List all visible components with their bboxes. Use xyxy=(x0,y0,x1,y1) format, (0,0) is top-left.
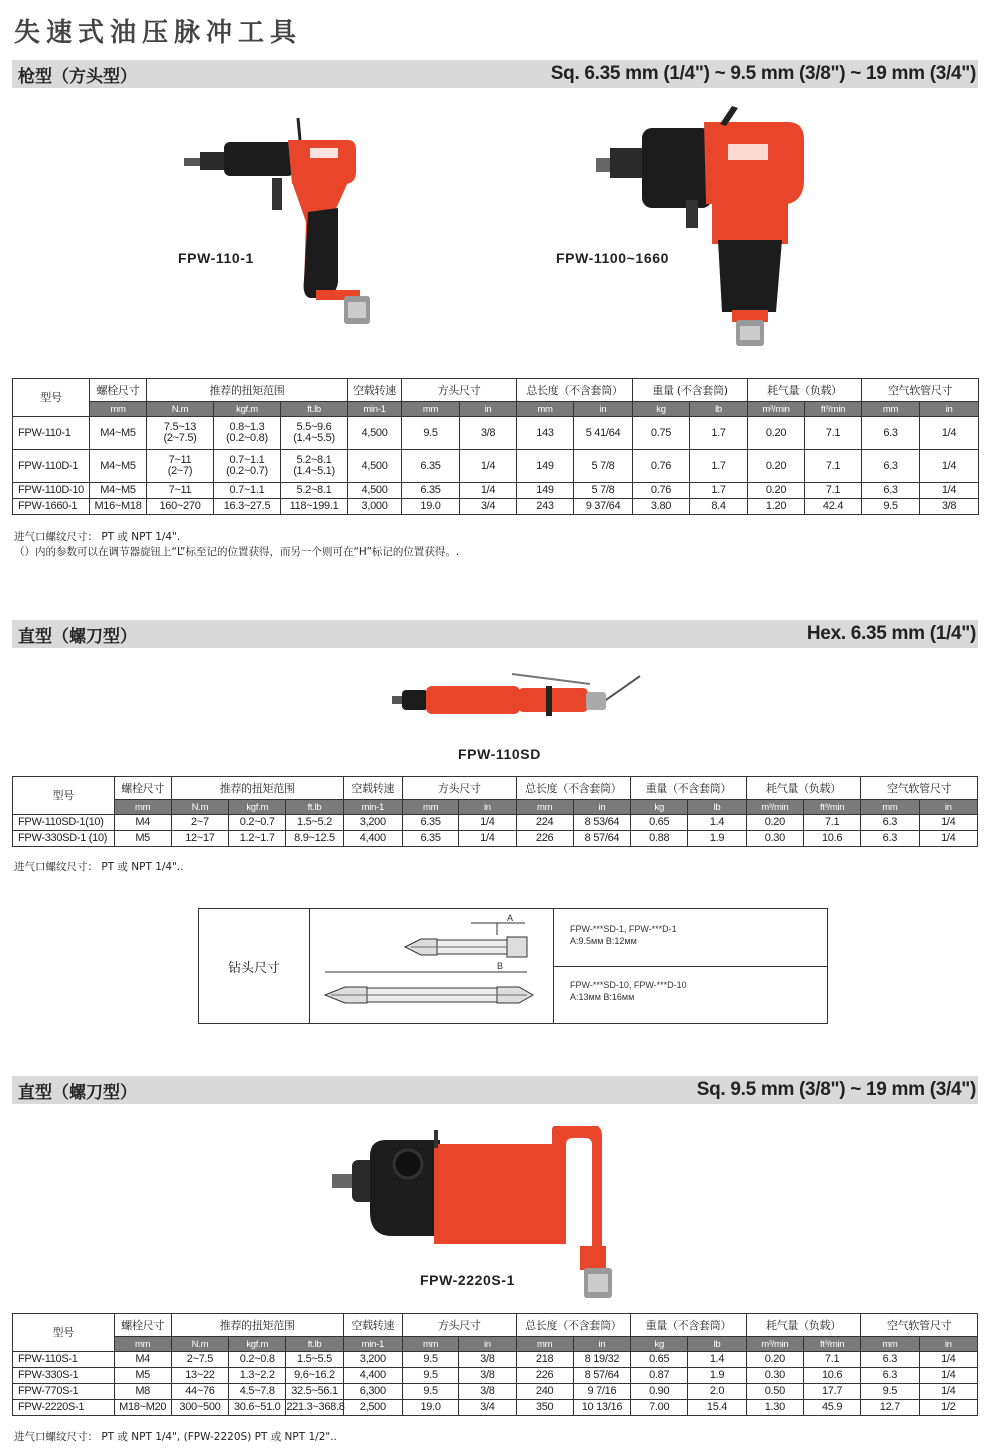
drill-bit-size-box xyxy=(198,908,828,1024)
unit-cell: kg xyxy=(631,1337,688,1352)
header-speed: 空载转速 xyxy=(348,379,402,402)
section-label: 枪型（方头型） xyxy=(18,66,137,87)
model-cell: FPW-110-1 xyxy=(13,417,90,450)
section-band-straight-square xyxy=(12,1076,978,1104)
table-cell: M4~M5 xyxy=(90,417,147,450)
unit-cell: in xyxy=(460,402,517,417)
header-bolt: 螺栓尺寸 xyxy=(90,379,147,402)
unit-cell: kgf.m xyxy=(229,800,286,815)
table-cell: 0.20 xyxy=(748,417,805,450)
table-cell: 5.2~8.1 (1.4~5.1) xyxy=(281,450,348,483)
unit-cell: kgf.m xyxy=(229,1337,286,1352)
unit-cell: ft.lb xyxy=(286,1337,343,1352)
table-cell: M18~M20 xyxy=(114,1400,171,1416)
table-cell: 0.76 xyxy=(633,450,690,483)
tool-image-fpw-110sd xyxy=(390,668,646,728)
table-row xyxy=(13,1400,978,1416)
unit-cell: mm xyxy=(90,402,147,417)
header-speed: 空载转速 xyxy=(343,777,402,800)
table-cell: 1/4 xyxy=(459,831,516,847)
table-cell: 19.0 xyxy=(402,499,460,515)
unit-cell: mm xyxy=(861,1337,919,1352)
table-cell: 12.7 xyxy=(861,1400,919,1416)
model-cell: FPW-110S-1 xyxy=(13,1352,115,1368)
table-cell: 1.2~1.7 xyxy=(229,831,286,847)
table-cell: 5.2~8.1 xyxy=(281,483,348,499)
table-cell: 1/4 xyxy=(919,1352,977,1368)
table-cell: M4~M5 xyxy=(90,450,147,483)
table-cell: 8.9~12.5 xyxy=(286,831,343,847)
unit-cell: in xyxy=(919,800,977,815)
unit-cell: mm xyxy=(114,800,171,815)
table-cell: 7.1 xyxy=(805,417,862,450)
table-cell: 7.5~13 (2~7.5) xyxy=(147,417,214,450)
unit-cell: mm xyxy=(517,402,574,417)
table-cell: 350 xyxy=(516,1400,573,1416)
header-bolt: 螺栓尺寸 xyxy=(114,1314,171,1337)
table-cell: 3/8 xyxy=(459,1368,516,1384)
unit-cell: in xyxy=(573,1337,630,1352)
model-cell: FPW-1660-1 xyxy=(13,499,90,515)
table-cell: 4,400 xyxy=(343,831,402,847)
table-cell: 1/4 xyxy=(919,831,977,847)
table-cell: 6.3 xyxy=(861,815,919,831)
drill-bit-diagram xyxy=(311,909,551,1023)
table-cell: 0.20 xyxy=(748,483,805,499)
table-cell: 1.7 xyxy=(690,450,748,483)
drill-spec-2-models: FPW-***SD-10, FPW-***D-10 xyxy=(570,980,687,990)
table-cell: 0.90 xyxy=(631,1384,688,1400)
table-cell: 3/4 xyxy=(460,499,517,515)
header-bolt: 螺栓尺寸 xyxy=(114,777,171,800)
header-model: 型号 xyxy=(13,1314,115,1352)
table-cell: 1/4 xyxy=(920,417,979,450)
header-weight: 重量 (不含套筒) xyxy=(633,379,748,402)
table-row xyxy=(13,1368,978,1384)
table-cell: 13~22 xyxy=(171,1368,228,1384)
table-cell: 1.3~2.2 xyxy=(229,1368,286,1384)
table-cell: 4,500 xyxy=(348,417,402,450)
unit-row xyxy=(13,800,978,815)
unit-cell: ft³/min xyxy=(803,800,860,815)
header-weight: 重量（不含套筒） xyxy=(631,1314,747,1337)
tool-image-fpw-110-1 xyxy=(180,112,380,332)
model-cell: FPW-110D-10 xyxy=(13,483,90,499)
table-cell: 0.88 xyxy=(631,831,688,847)
header-air: 耗气量（负载） xyxy=(746,777,861,800)
table-cell: 6.3 xyxy=(861,831,919,847)
table-cell: 5 41/64 xyxy=(574,417,633,450)
table-cell: 9.5 xyxy=(862,499,920,515)
model-cell: FPW-770S-1 xyxy=(13,1384,115,1400)
table-cell: 3/4 xyxy=(459,1400,516,1416)
section-label: 直型（螺刀型） xyxy=(18,1082,137,1103)
table-cell: 9.5 xyxy=(402,1352,458,1368)
note-inlet: 进气口螺纹尺寸： PT 或 NPT 1/4", (FPW-2220S) PT 或 NPT 1/2".. xyxy=(14,1431,337,1443)
dim-label-a: A xyxy=(507,913,514,923)
unit-cell: in xyxy=(920,402,979,417)
table-cell: 160~270 xyxy=(147,499,214,515)
table-cell: 1.9 xyxy=(688,831,746,847)
page-title: 失速式油压脉冲工具 xyxy=(14,18,303,48)
table-row xyxy=(13,499,979,515)
table-cell: M8 xyxy=(114,1384,171,1400)
table-cell: 1.4 xyxy=(688,1352,746,1368)
table-cell: 17.7 xyxy=(803,1384,860,1400)
table-cell: 1/4 xyxy=(920,483,979,499)
table-cell: 0.2~0.7 xyxy=(229,815,286,831)
table-cell: 1.7 xyxy=(690,483,748,499)
spec-table-1 xyxy=(12,378,979,515)
table-cell: 1/2 xyxy=(919,1400,977,1416)
drill-spec-1-size: A:9.5мм B:12мм xyxy=(570,936,637,946)
table-cell: 3.80 xyxy=(633,499,690,515)
unit-cell: in xyxy=(573,800,630,815)
unit-cell: lb xyxy=(688,800,746,815)
table-cell: 2.0 xyxy=(688,1384,746,1400)
table-cell: 3/8 xyxy=(459,1352,516,1368)
section-band-pistol xyxy=(12,60,978,88)
table-cell: 240 xyxy=(516,1384,573,1400)
unit-cell: mm xyxy=(516,800,573,815)
header-hose: 空气软管尺寸 xyxy=(861,777,978,800)
table-cell: M4 xyxy=(114,1352,171,1368)
dim-label-b: B xyxy=(497,961,504,971)
table-cell: 6.35 xyxy=(402,450,460,483)
table-cell: 8 57/64 xyxy=(573,831,630,847)
unit-cell: m³/min xyxy=(746,800,803,815)
table-cell: 1/4 xyxy=(460,483,517,499)
table-cell: 19.0 xyxy=(402,1400,458,1416)
unit-cell: mm xyxy=(402,800,458,815)
table-cell: 1.5~5.5 xyxy=(286,1352,343,1368)
table-cell: 226 xyxy=(516,1368,573,1384)
table-cell: 6.35 xyxy=(402,831,458,847)
table-cell: 4,500 xyxy=(348,483,402,499)
table-cell: 224 xyxy=(516,815,573,831)
table-cell: 7~11 (2~7) xyxy=(147,450,214,483)
unit-cell: in xyxy=(459,800,516,815)
table-cell: M4~M5 xyxy=(90,483,147,499)
table-cell: 0.65 xyxy=(631,1352,688,1368)
drill-specs xyxy=(553,909,828,1023)
table-cell: 6.35 xyxy=(402,815,458,831)
table-cell: 2~7.5 xyxy=(171,1352,228,1368)
unit-cell: mm xyxy=(114,1337,171,1352)
table-cell: 8 19/32 xyxy=(573,1352,630,1368)
table-cell: 16.3~27.5 xyxy=(214,499,281,515)
table-cell: 149 xyxy=(517,483,574,499)
table-cell: 7.1 xyxy=(805,483,862,499)
table-cell: 9.6~16.2 xyxy=(286,1368,343,1384)
table-cell: 6.3 xyxy=(861,1352,919,1368)
table-cell: 5 7/8 xyxy=(574,483,633,499)
table-cell: 6.3 xyxy=(862,417,920,450)
table-cell: 9.5 xyxy=(402,1384,458,1400)
note-inlet: 进气口螺纹尺寸： PT 或 NPT 1/4". xyxy=(14,531,181,543)
unit-cell: ft.lb xyxy=(281,402,348,417)
table-cell: 0.2~0.8 xyxy=(229,1352,286,1368)
table-cell: 0.50 xyxy=(746,1384,803,1400)
unit-cell: mm xyxy=(402,402,460,417)
table-cell: 1/4 xyxy=(919,815,977,831)
table-cell: 44~76 xyxy=(171,1384,228,1400)
table-cell: M16~M18 xyxy=(90,499,147,515)
header-model: 型号 xyxy=(13,777,115,815)
table-cell: 6.35 xyxy=(402,483,460,499)
table-cell: 3,000 xyxy=(348,499,402,515)
table-cell: 1.7 xyxy=(690,417,748,450)
table-cell: 6.3 xyxy=(862,483,920,499)
table-cell: 6,300 xyxy=(343,1384,402,1400)
table-cell: 10.6 xyxy=(803,831,860,847)
table-row xyxy=(13,815,978,831)
unit-cell: ft.lb xyxy=(286,800,343,815)
header-square: 方头尺寸 xyxy=(402,1314,516,1337)
spec-table-3 xyxy=(12,1313,978,1416)
model-cell: FPW-330S-1 xyxy=(13,1368,115,1384)
table-cell: M4 xyxy=(114,815,171,831)
unit-cell: in xyxy=(919,1337,977,1352)
model-cell: FPW-110SD-1(10) xyxy=(13,815,115,831)
table-cell: 42.4 xyxy=(805,499,862,515)
table-cell: 10.6 xyxy=(803,1368,860,1384)
header-speed: 空载转速 xyxy=(343,1314,402,1337)
spec-table-2 xyxy=(12,776,978,847)
model-cell: FPW-2220S-1 xyxy=(13,1400,115,1416)
header-length: 总长度（不含套筒） xyxy=(516,777,631,800)
unit-cell: min-1 xyxy=(348,402,402,417)
table-cell: 32.5~56.1 xyxy=(286,1384,343,1400)
table-cell: 7.1 xyxy=(803,1352,860,1368)
table-cell: 226 xyxy=(516,831,573,847)
tool-caption: FPW-110SD xyxy=(458,746,541,762)
table-cell: 6.3 xyxy=(861,1368,919,1384)
table-cell: 243 xyxy=(517,499,574,515)
table-cell: 0.20 xyxy=(746,815,803,831)
unit-cell: m³/min xyxy=(748,402,805,417)
table-cell: 1/4 xyxy=(919,1368,977,1384)
model-cell: FPW-330SD-1 (10) xyxy=(13,831,115,847)
drill-spec-1-models: FPW-***SD-1, FPW-***D-1 xyxy=(570,924,677,934)
section-size: Hex. 6.35 mm (1/4") xyxy=(806,623,976,644)
table-cell: 0.30 xyxy=(746,1368,803,1384)
table-cell: 10 13/16 xyxy=(573,1400,630,1416)
table-cell: 1.5~5.2 xyxy=(286,815,343,831)
table-cell: 143 xyxy=(517,417,574,450)
unit-cell: ft³/min xyxy=(803,1337,860,1352)
table-cell: 0.7~1.1 (0.2~0.7) xyxy=(214,450,281,483)
table-cell: 7~11 xyxy=(147,483,214,499)
note-inlet: 进气口螺纹尺寸： PT 或 NPT 1/4".. xyxy=(14,861,184,873)
tool-caption: FPW-1100~1660 xyxy=(556,250,669,266)
unit-cell: N.m xyxy=(171,1337,228,1352)
table-cell: 0.87 xyxy=(631,1368,688,1384)
table-row xyxy=(13,1352,978,1368)
table-cell: 45.9 xyxy=(803,1400,860,1416)
table-cell: 9 7/16 xyxy=(573,1384,630,1400)
table-cell: 3/8 xyxy=(459,1384,516,1400)
unit-cell: ft³/min xyxy=(805,402,862,417)
unit-cell: kgf.m xyxy=(214,402,281,417)
model-cell: FPW-110D-1 xyxy=(13,450,90,483)
table-cell: 5 7/8 xyxy=(574,450,633,483)
table-cell: 1.20 xyxy=(748,499,805,515)
table-cell: 2~7 xyxy=(171,815,228,831)
table-row xyxy=(13,1384,978,1400)
header-square: 方头尺寸 xyxy=(402,777,516,800)
unit-cell: min-1 xyxy=(343,1337,402,1352)
table-cell: 1/4 xyxy=(919,1384,977,1400)
table-cell: 3,200 xyxy=(343,815,402,831)
section-label: 直型（螺刀型） xyxy=(18,626,137,647)
unit-cell: N.m xyxy=(171,800,228,815)
table-cell: 0.30 xyxy=(746,831,803,847)
header-square: 方头尺寸 xyxy=(402,379,517,402)
header-hose: 空气软管尺寸 xyxy=(862,379,979,402)
table-cell: 4.5~7.8 xyxy=(229,1384,286,1400)
table-cell: 9 37/64 xyxy=(574,499,633,515)
unit-cell: N.m xyxy=(147,402,214,417)
table-cell: 9.5 xyxy=(861,1384,919,1400)
unit-cell: m³/min xyxy=(746,1337,803,1352)
unit-cell: mm xyxy=(516,1337,573,1352)
table-cell: 1/4 xyxy=(459,815,516,831)
header-air: 耗气量（负载） xyxy=(746,1314,861,1337)
table-row xyxy=(13,450,979,483)
unit-cell: lb xyxy=(690,402,748,417)
note-regulator: （）内的参数可以在调节器旋钮上“L”标至记的位置获得，而另一个则可在“H”标记的位置获得。. xyxy=(14,546,460,558)
table-cell: 3/8 xyxy=(460,417,517,450)
header-hose: 空气软管尺寸 xyxy=(861,1314,978,1337)
table-cell: 7.00 xyxy=(631,1400,688,1416)
table-cell: M5 xyxy=(114,831,171,847)
unit-cell: in xyxy=(459,1337,516,1352)
header-length: 总长度（不含套筒） xyxy=(516,1314,631,1337)
table-cell: 8 53/64 xyxy=(573,815,630,831)
table-cell: 1.30 xyxy=(746,1400,803,1416)
header-torque: 推荐的扭矩范围 xyxy=(171,777,343,800)
unit-row xyxy=(13,1337,978,1352)
table-cell: 7.1 xyxy=(803,815,860,831)
table-cell: 9.5 xyxy=(402,417,460,450)
table-cell: 30.6~51.0 xyxy=(229,1400,286,1416)
table-cell: 5.5~9.6 (1.4~5.5) xyxy=(281,417,348,450)
table-cell: 221.3~368.8 xyxy=(286,1400,343,1416)
table-cell: 1/4 xyxy=(460,450,517,483)
table-cell: 118~199.1 xyxy=(281,499,348,515)
unit-cell: mm xyxy=(862,402,920,417)
unit-cell: mm xyxy=(861,800,919,815)
section-band-straight-hex xyxy=(12,620,978,648)
table-cell: 7.1 xyxy=(805,450,862,483)
drill-label: 钻头尺寸 xyxy=(199,909,310,1023)
header-model: 型号 xyxy=(13,379,90,417)
table-cell: 0.20 xyxy=(748,450,805,483)
table-row xyxy=(13,483,979,499)
table-row xyxy=(13,417,979,450)
table-cell: 6.3 xyxy=(862,450,920,483)
unit-row xyxy=(13,402,979,417)
table-cell: 0.75 xyxy=(633,417,690,450)
unit-cell: min-1 xyxy=(343,800,402,815)
table-cell: 0.65 xyxy=(631,815,688,831)
table-cell: 3,200 xyxy=(343,1352,402,1368)
header-torque: 推荐的扭矩范围 xyxy=(171,1314,343,1337)
table-cell: 0.8~1.3 (0.2~0.8) xyxy=(214,417,281,450)
table-cell: 4,400 xyxy=(343,1368,402,1384)
unit-cell: kg xyxy=(633,402,690,417)
section-size: Sq. 6.35 mm (1/4") ~ 9.5 mm (3/8") ~ 19 mm (3/4") xyxy=(550,63,976,84)
table-cell: 0.76 xyxy=(633,483,690,499)
table-cell: M5 xyxy=(114,1368,171,1384)
table-row xyxy=(13,831,978,847)
unit-cell: in xyxy=(574,402,633,417)
table-cell: 9.5 xyxy=(402,1368,458,1384)
unit-cell: kg xyxy=(631,800,688,815)
table-cell: 2,500 xyxy=(343,1400,402,1416)
table-cell: 1.9 xyxy=(688,1368,746,1384)
table-cell: 300~500 xyxy=(171,1400,228,1416)
table-cell: 8 57/64 xyxy=(573,1368,630,1384)
unit-cell: lb xyxy=(688,1337,746,1352)
header-weight: 重量（不含套筒） xyxy=(631,777,747,800)
tool-image-fpw-1100 xyxy=(592,100,812,350)
table-cell: 1.4 xyxy=(688,815,746,831)
table-cell: 8.4 xyxy=(690,499,748,515)
table-cell: 218 xyxy=(516,1352,573,1368)
table-cell: 4,500 xyxy=(348,450,402,483)
header-torque: 推荐的扭矩范围 xyxy=(147,379,348,402)
tool-caption: FPW-110-1 xyxy=(178,250,254,266)
table-cell: 0.7~1.1 xyxy=(214,483,281,499)
tool-caption: FPW-2220S-1 xyxy=(420,1272,516,1288)
table-cell: 12~17 xyxy=(171,831,228,847)
drill-spec-2-size: A:13мм B:16мм xyxy=(570,992,635,1002)
unit-cell: mm xyxy=(402,1337,458,1352)
table-cell: 15.4 xyxy=(688,1400,746,1416)
table-cell: 0.20 xyxy=(746,1352,803,1368)
section-size: Sq. 9.5 mm (3/8") ~ 19 mm (3/4") xyxy=(696,1079,976,1100)
header-length: 总长度（不含套筒） xyxy=(517,379,633,402)
table-cell: 1/4 xyxy=(920,450,979,483)
table-cell: 149 xyxy=(517,450,574,483)
table-cell: 3/8 xyxy=(920,499,979,515)
header-air: 耗气量（负载） xyxy=(748,379,862,402)
